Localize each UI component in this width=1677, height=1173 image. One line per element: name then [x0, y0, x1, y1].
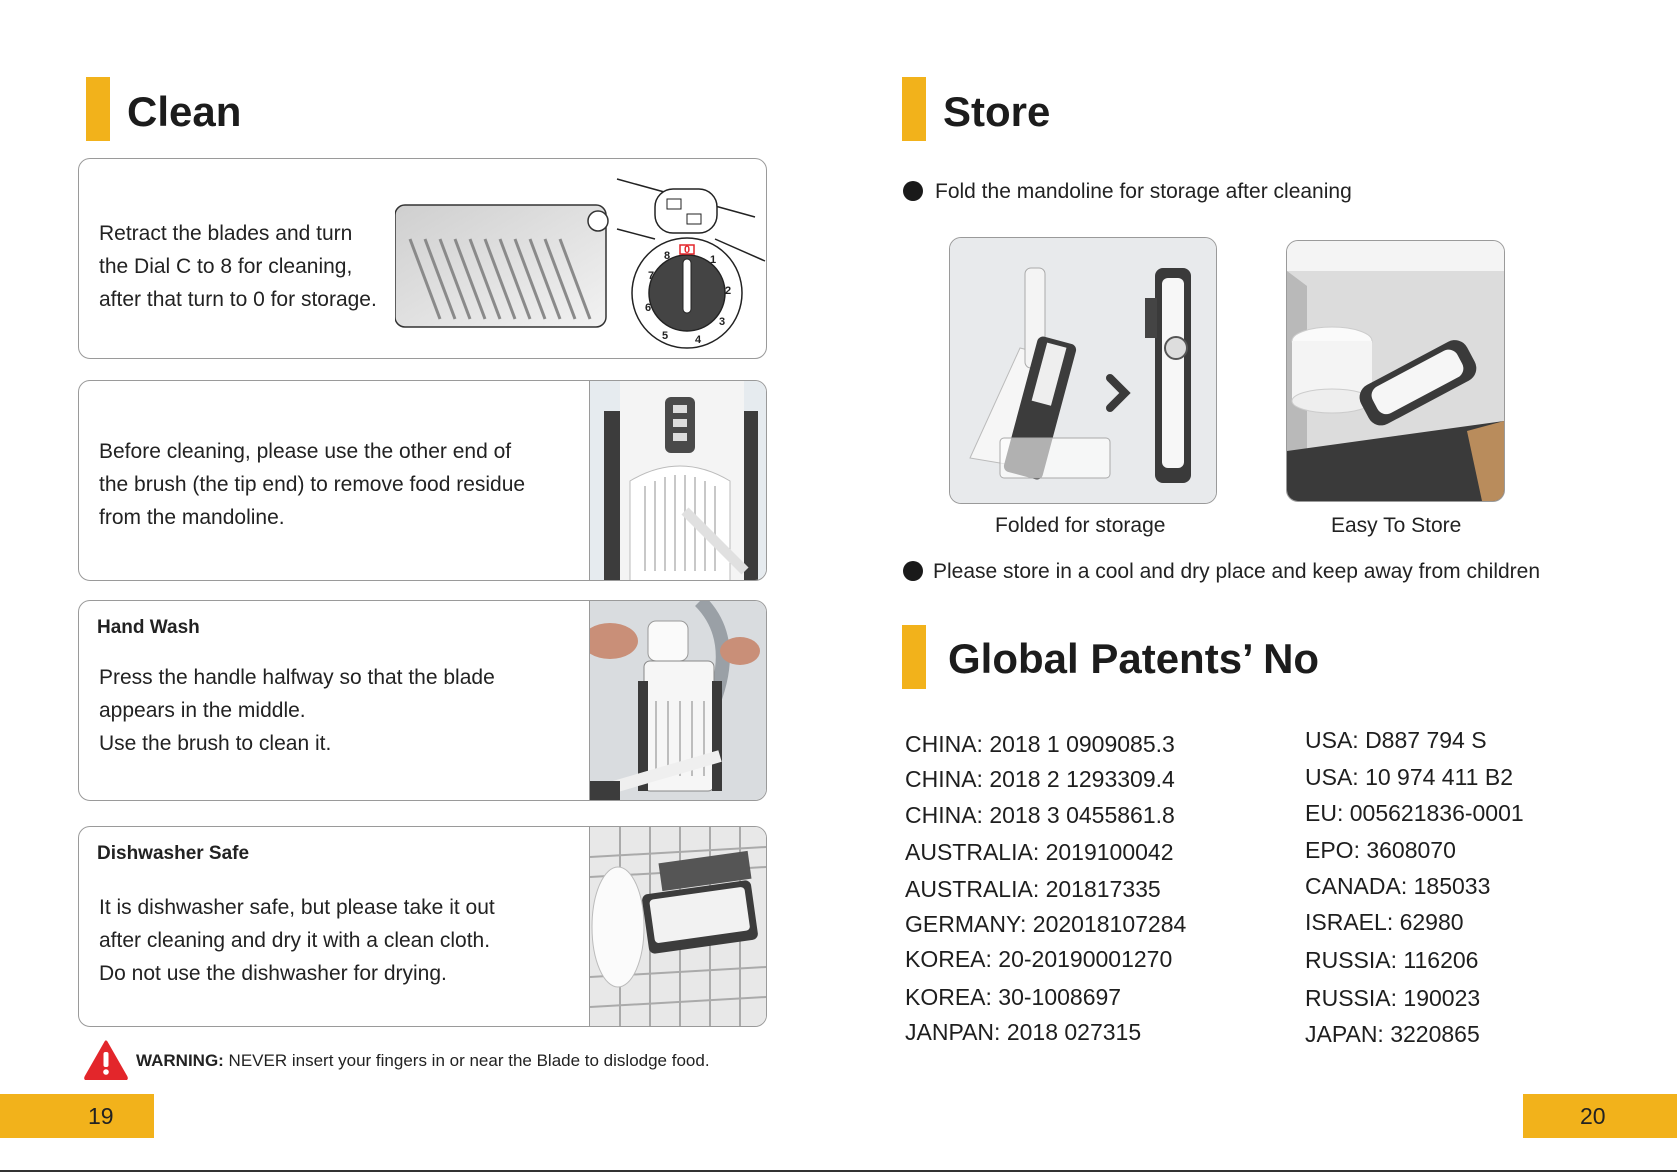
store-bullet-fold: Fold the mandoline for storage after cleaning	[935, 180, 1352, 203]
patent-entry: EU: 005621836-0001	[1305, 800, 1524, 826]
dishwasher-text	[99, 891, 495, 990]
patent-entry: USA: 10 974 411 B2	[1305, 764, 1513, 790]
patents-title-accent	[902, 625, 926, 689]
caption-folded: Folded for storage	[995, 514, 1166, 537]
patent-entry: JANPAN: 2018 027315	[905, 1019, 1142, 1045]
text-line: Retract the blades and turn	[99, 222, 353, 245]
dial-number: 8	[663, 250, 671, 262]
text-line: Press the handle halfway so that the blade	[99, 666, 495, 689]
store-title-accent	[902, 77, 926, 141]
warning-label: WARNING:	[136, 1051, 224, 1070]
bullet-icon	[903, 561, 923, 581]
clean-card-dial	[78, 158, 767, 359]
patents-title: Global Patents’ No	[948, 635, 1320, 682]
patent-entry: CHINA: 2018 3 0455861.8	[905, 802, 1175, 828]
text-line: from the mandoline.	[99, 506, 285, 529]
dial-number: 2	[724, 285, 732, 297]
patent-entry: ISRAEL: 62980	[1305, 909, 1464, 935]
patent-entry: AUSTRALIA: 2019100042	[905, 839, 1174, 865]
hand-wash-photo	[589, 601, 766, 800]
warning-message	[136, 1051, 710, 1071]
clean-title: Clean	[127, 88, 242, 135]
folded-storage-photo	[949, 237, 1217, 504]
clean-card-dishwasher	[78, 826, 767, 1027]
text-line: Before cleaning, please use the other end of	[99, 440, 512, 463]
clean-card-dial-text	[99, 217, 377, 316]
text-line: Do not use the dishwasher for drying.	[99, 962, 447, 985]
text-line: Use the brush to clean it.	[99, 732, 332, 755]
dial-number: 6	[644, 302, 652, 314]
text-line: the Dial C to 8 for cleaning,	[99, 255, 353, 278]
drawer-storage-photo	[1286, 240, 1505, 502]
patent-entry: KOREA: 30-1008697	[905, 984, 1122, 1010]
dial-number: 0	[683, 244, 691, 256]
text-line: It is dishwasher safe, but please take it out	[99, 896, 495, 919]
patent-entry: JAPAN: 3220865	[1305, 1021, 1480, 1047]
patent-entry: CHINA: 2018 2 1293309.4	[905, 766, 1175, 792]
warning-text: NEVER insert your fingers in or near the Blade to dislodge food.	[223, 1051, 710, 1070]
dial-number: 4	[694, 334, 702, 346]
clean-card-brush	[78, 380, 767, 581]
patent-entry: RUSSIA: 190023	[1305, 985, 1481, 1011]
dishwasher-heading: Dishwasher Safe	[97, 843, 250, 864]
store-title: Store	[943, 88, 1051, 135]
patent-entry: EPO: 3608070	[1305, 837, 1456, 863]
text-line: appears in the middle.	[99, 699, 306, 722]
bullet-icon	[903, 181, 923, 201]
brush-photo	[589, 381, 766, 580]
text-line: the brush (the tip end) to remove food residue	[99, 473, 526, 496]
patent-entry: AUSTRALIA: 201817335	[905, 876, 1161, 902]
hand-wash-heading: Hand Wash	[97, 617, 200, 638]
clean-card-hand-wash	[78, 600, 767, 801]
bottom-rule	[0, 1170, 1677, 1172]
dial-illustration	[395, 159, 767, 359]
warning-icon	[84, 1040, 128, 1080]
text-line: after that turn to 0 for storage.	[99, 288, 377, 311]
patent-entry: RUSSIA: 116206	[1305, 947, 1479, 973]
text-line: after cleaning and dry it with a clean cloth.	[99, 929, 491, 952]
dial-number: 3	[718, 316, 726, 328]
dial-number: 7	[647, 270, 655, 282]
patent-entry: GERMANY: 202018107284	[905, 911, 1187, 937]
patent-entry: KOREA: 20-20190001270	[905, 946, 1173, 972]
page-number-19: 19	[88, 1103, 114, 1129]
patent-entry: CHINA: 2018 1 0909085.3	[905, 731, 1175, 757]
store-bullet-cool-dry: Please store in a cool and dry place and keep away from children	[933, 560, 1541, 583]
patent-entry: CANADA: 185033	[1305, 873, 1491, 899]
hand-wash-text	[99, 661, 495, 760]
dishwasher-photo	[589, 827, 766, 1026]
clean-title-accent	[86, 77, 110, 141]
patent-entry: USA: D887 794 S	[1305, 727, 1487, 753]
dial-number: 1	[709, 254, 717, 266]
page-number-left	[0, 1094, 154, 1138]
page-number-20: 20	[1580, 1103, 1606, 1129]
caption-easy-store: Easy To Store	[1331, 514, 1462, 537]
dial-number: 5	[661, 330, 669, 342]
page-number-right	[1523, 1094, 1677, 1138]
clean-card-brush-text	[99, 435, 525, 534]
